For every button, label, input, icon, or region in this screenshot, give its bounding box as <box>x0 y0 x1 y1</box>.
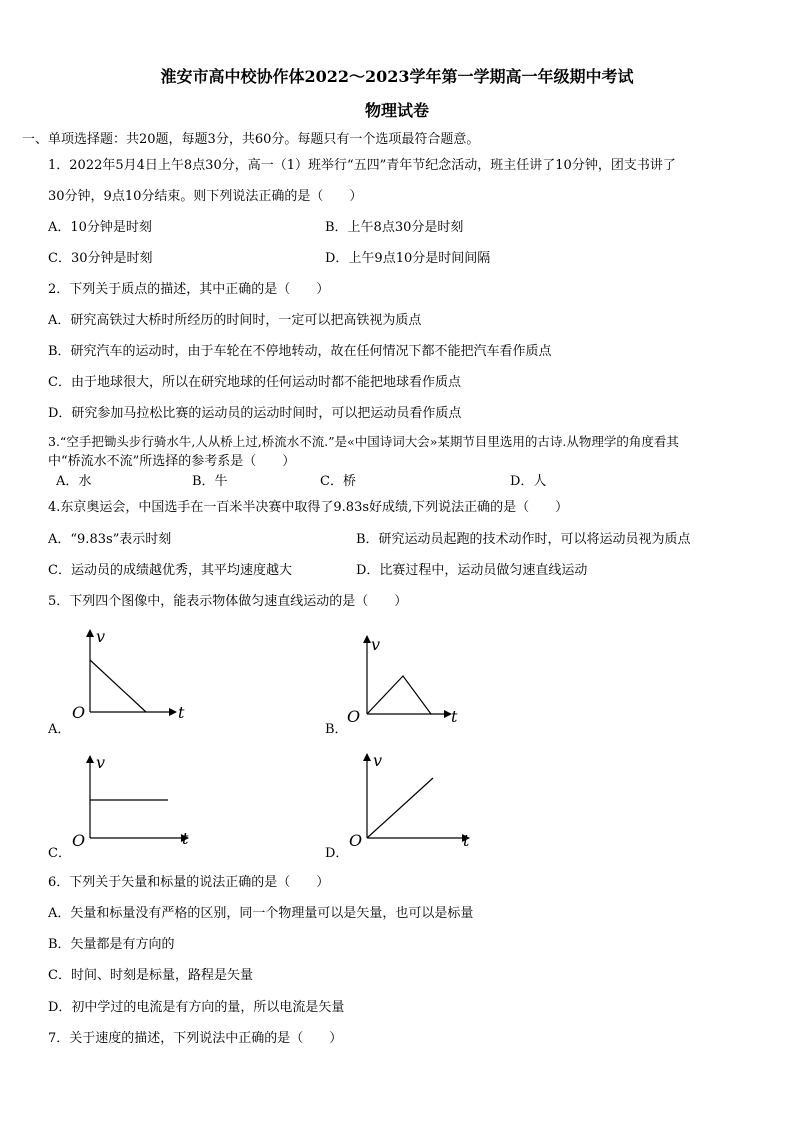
q3-stem-line2: 中“桥流水不流”所选择的参考系是（ ） <box>48 454 296 469</box>
q3-option-c: C．桥 <box>320 474 356 489</box>
q5-graph-a <box>66 624 196 734</box>
graph-line <box>367 676 431 714</box>
q5-graph-d-label: D． <box>325 846 349 861</box>
graph-line <box>367 778 433 838</box>
graph-line <box>90 660 146 712</box>
q2-option-a: A．研究高铁过大桥时所经历的时间时，一定可以把高铁视为质点 <box>48 313 422 328</box>
q1-option-a: A．10分钟是时刻 <box>48 220 152 235</box>
q2-stem: 2．下列关于质点的描述，其中正确的是（ ） <box>48 282 330 297</box>
q6-stem: 6．下列关于矢量和标量的说法正确的是（ ） <box>48 875 330 890</box>
y-axis-label: v <box>96 627 106 646</box>
q1-option-b: B．上午8点30分是时刻 <box>325 220 464 235</box>
origin-label: O <box>72 703 86 722</box>
y-axis-label: v <box>373 751 383 770</box>
q6-option-a: A．矢量和标量没有严格的区别，同一个物理量可以是矢量，也可以是标量 <box>48 906 474 921</box>
q5-graph-b <box>343 630 473 735</box>
q4-option-a: A．“9.83s”表示时刻 <box>48 532 172 547</box>
origin-label: O <box>349 831 363 850</box>
q6-option-c: C．时间、时刻是标量，路程是矢量 <box>48 968 253 983</box>
x-axis-label: t <box>182 829 189 848</box>
q4-option-b: B．研究运动员起跑的技术动作时，可以将运动员视为质点 <box>356 532 691 547</box>
y-axis-label: v <box>371 635 381 654</box>
q3-option-d: D．人 <box>510 474 547 489</box>
q6-option-b: B．矢量都是有方向的 <box>48 937 175 952</box>
q3-stem-line1: 3.“空手把锄头步行骑水牛,人从桥上过,桥流水不流.”是«中国诗词大会»某期节目里选用的古诗.从物理学的角度看其 <box>48 434 679 449</box>
x-axis-label: t <box>451 707 458 726</box>
q1-stem-line2: 30分钟，9点10分结束。则下列说法正确的是（ ） <box>48 189 363 204</box>
q3-option-b: B．牛 <box>192 474 228 489</box>
q1-stem-line1: 1．2022年5月4日上午8点30分，高一（1）班举行“五四”青年节纪念活动，班主任讲了10分钟，团支书讲了 <box>48 158 676 173</box>
q6-option-d: D．初中学过的电流是有方向的量，所以电流是矢量 <box>48 1000 345 1015</box>
x-axis-label: t <box>463 831 470 850</box>
q4-option-d: D．比赛过程中，运动员做匀速直线运动 <box>356 563 588 578</box>
q1-option-d: D．上午9点10分是时间间隔 <box>325 251 491 266</box>
q5-graph-b-label: B． <box>325 722 348 737</box>
q5-graph-c-label: C． <box>48 846 71 861</box>
exam-subtitle: 物理试卷 <box>364 101 429 120</box>
section-heading: 一、单项选择题：共20题，每题3分，共60分。每题只有一个选项最符合题意。 <box>22 132 480 147</box>
x-axis-label: t <box>178 703 185 722</box>
exam-title: 淮安市高中校协作体2022～2023学年第一学期高一年级期中考试 <box>160 67 634 86</box>
q4-stem: 4.东京奥运会，中国选手在一百米半决赛中取得了9.83s好成绩,下列说法正确的是（ ） <box>48 500 569 515</box>
origin-label: O <box>72 831 86 850</box>
y-axis-label: v <box>96 753 106 772</box>
q1-option-c: C．30分钟是时刻 <box>48 251 153 266</box>
q3-option-a: A．水 <box>56 474 92 489</box>
origin-label: O <box>347 707 361 726</box>
q5-graph-c <box>66 752 196 857</box>
q2-option-c: C．由于地球很大，所以在研究地球的任何运动时都不能把地球看作质点 <box>48 375 461 390</box>
q2-option-b: B．研究汽车的运动时，由于车轮在不停地转动，故在任何情况下都不能把汽车看作质点 <box>48 344 552 359</box>
q5-stem: 5．下列四个图像中，能表示物体做匀速直线运动的是（ ） <box>48 594 408 609</box>
q7-stem: 7．关于速度的描述，下列说法中正确的是（ ） <box>48 1031 343 1046</box>
q5-graph-d <box>343 750 483 855</box>
q2-option-d: D．研究参加马拉松比赛的运动员的运动时间时，可以把运动员看作质点 <box>48 406 462 421</box>
q4-option-c: C．运动员的成绩越优秀，其平均速度越大 <box>48 563 292 578</box>
q5-graph-a-label: A． <box>48 722 71 737</box>
